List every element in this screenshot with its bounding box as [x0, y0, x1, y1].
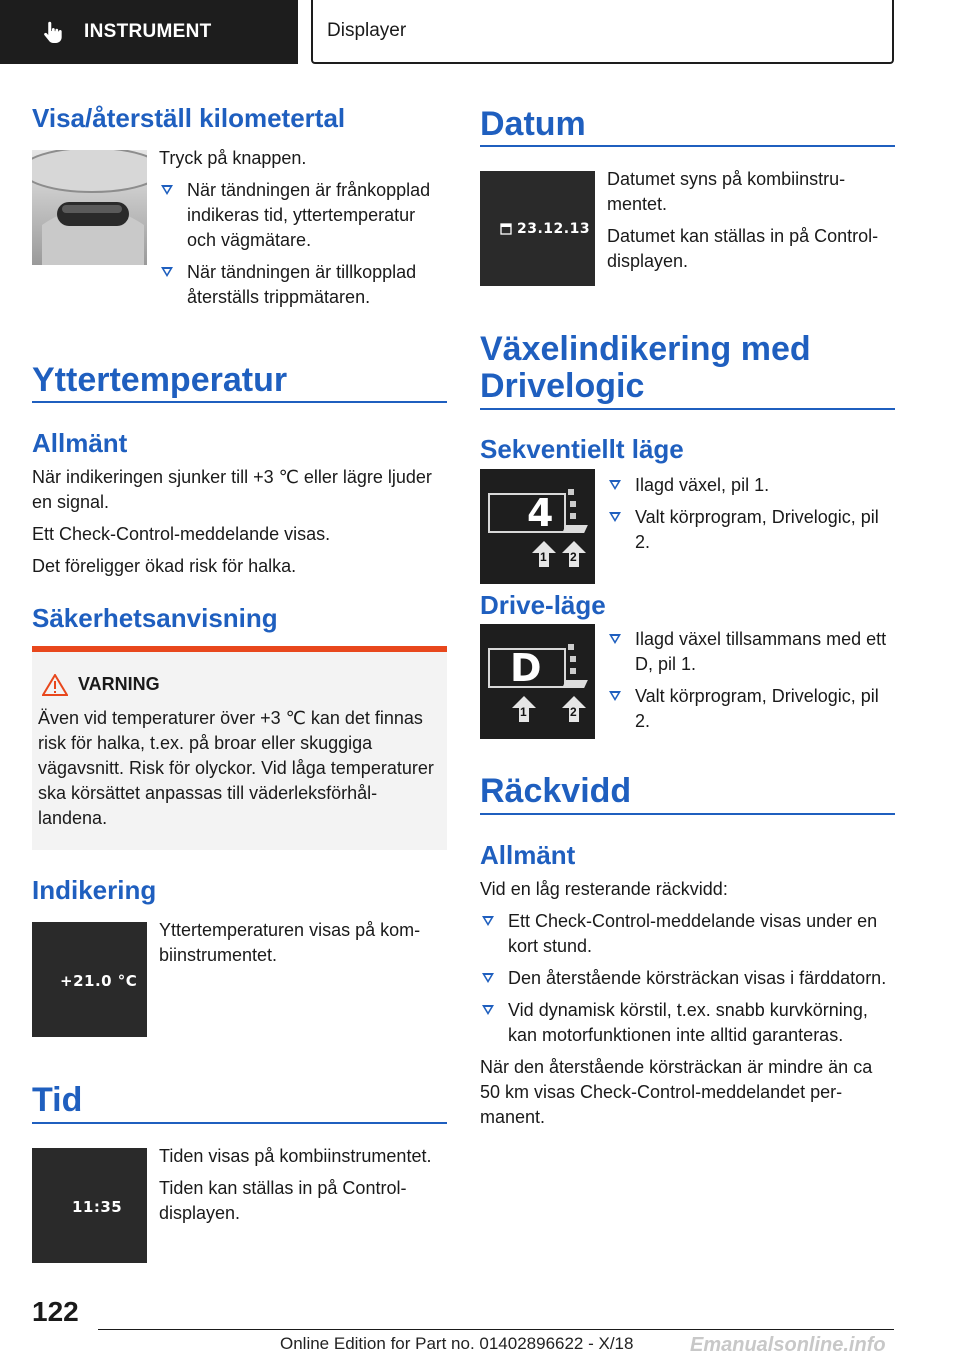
footer-divider — [98, 1329, 894, 1330]
indication-title: Indikering — [32, 875, 157, 905]
sequential-mode-title: Sekventiellt läge — [480, 434, 684, 464]
warning-bar — [32, 646, 447, 652]
section-tab[interactable] — [311, 0, 894, 64]
arrow-1-label: 1 — [540, 550, 547, 564]
warning-label: VARNING — [78, 674, 160, 694]
paragraph: Datumet syns på kombiinstrumentet. — [607, 169, 846, 214]
bullet-triangle-icon — [161, 267, 173, 277]
bar-segment — [570, 513, 576, 519]
chapter-tab[interactable] — [0, 0, 298, 64]
outside-temp-general-title: Allmänt — [32, 428, 128, 458]
bullet-triangle-icon — [609, 691, 621, 701]
list-item: Valt körprogram, Drivelogic, pil 2. — [607, 684, 897, 734]
list-item: När tändningen är frånkopplad indikeras tid, yttertemperatur och vägmätare. — [159, 178, 449, 253]
knob-illustration-icon — [32, 150, 147, 265]
bullet-triangle-icon — [482, 973, 494, 983]
paragraph: Tiden kan ställas in på Control-displayen. — [159, 1178, 407, 1223]
warning-box — [32, 646, 447, 850]
warning-text: Även vid temperaturer över +3 ℃ kan det finnas risk för halka, t.ex. på broar eller skuggiga vägavsnitt. Risk för olyckor. Vid låga temperaturer ska körsättet anpassas till väderleksförhållandena. — [38, 708, 434, 828]
program-bar — [562, 525, 588, 533]
bar-segment — [568, 489, 574, 495]
bullet-triangle-icon — [482, 1005, 494, 1015]
temperature-display-value: +21.0 °C — [60, 972, 138, 990]
bar-segment — [568, 644, 574, 650]
gear-digit: 4 — [527, 491, 554, 535]
drive-mode-title: Drive-läge — [480, 590, 606, 620]
odometer-title: Visa/återställ kilometertal — [32, 103, 346, 133]
gear-title: Växelindikering med Drivelogic — [480, 330, 811, 405]
gear-letter: D — [510, 646, 542, 690]
paragraph: När indikeringen sjunker till +3 ℃ eller lägre ljuder en signal. — [32, 467, 432, 512]
divider — [32, 401, 447, 403]
list-item: Ett Check-Control-meddelande visas under en kort stund. — [480, 909, 892, 959]
date-display-value: 23.12.13 — [517, 221, 591, 237]
bullet-triangle-icon — [161, 185, 173, 195]
paragraph: Yttertemperaturen visas på kombiinstrumentet. — [159, 920, 421, 965]
bar-segment — [570, 668, 576, 674]
arrow-1-label: 1 — [520, 705, 527, 719]
bullet-triangle-icon — [609, 480, 621, 490]
page-number: 122 — [32, 1296, 79, 1327]
odometer-intro: Tryck på knappen. — [159, 148, 307, 168]
list-item: Vid dynamisk körstil, t.ex. snabb kurvkörning, kan motorfunktionen inte alltid garanteras. — [480, 998, 892, 1048]
bullet-triangle-icon — [609, 634, 621, 644]
outside-temp-title: Yttertemperatur — [32, 361, 288, 399]
list-item: Den återstående körsträckan visas i färddatorn. — [480, 966, 892, 991]
time-title: Tid — [32, 1081, 83, 1119]
paragraph: Det föreligger ökad risk för halka. — [32, 556, 297, 576]
temperature-display-image — [32, 922, 147, 1037]
date-display-image — [480, 171, 595, 286]
arrow-2-label: 2 — [570, 550, 577, 564]
calendar-icon — [500, 222, 512, 235]
safety-title: Säkerhetsanvisning — [32, 603, 278, 633]
edition-text: Online Edition for Part no. 01402896622 - X/18 — [280, 1334, 634, 1353]
trip-reset-button-image — [32, 150, 147, 265]
bullet-triangle-icon — [609, 512, 621, 522]
bar-segment — [570, 501, 576, 507]
chapter-label: INSTRUMENT — [84, 21, 212, 42]
section-label: Displayer — [327, 20, 407, 41]
clock-display-value: 11:35 — [72, 1198, 123, 1216]
divider — [32, 1122, 447, 1124]
paragraph: Vid en låg resterande räckvidd: — [480, 879, 728, 899]
paragraph: Tiden visas på kombiinstrumentet. — [159, 1146, 432, 1166]
watermark: Emanualsonline.info — [690, 1334, 886, 1356]
bar-segment — [570, 656, 576, 662]
sequential-gear-display-image — [480, 469, 595, 584]
program-bar — [562, 680, 588, 688]
range-title: Räckvidd — [480, 772, 632, 810]
clock-display-image — [32, 1148, 147, 1263]
divider — [480, 145, 895, 147]
pointing-hand-icon — [40, 19, 66, 45]
paragraph: När den återstående körsträckan är mindre än ca 50 km visas Check-Control-meddelandet permanent. — [480, 1057, 873, 1127]
range-general-title: Allmänt — [480, 840, 576, 870]
arrow-2-label: 2 — [570, 705, 577, 719]
drive-gear-display-image — [480, 624, 595, 739]
divider — [480, 813, 895, 815]
list-item: Ilagd växel tillsammans med ett D, pil 1. — [607, 627, 897, 677]
divider — [480, 408, 895, 410]
paragraph: Datumet kan ställas in på Control-displayen. — [607, 226, 879, 271]
list-item: När tändningen är tillkopplad återställs trippmätaren. — [159, 260, 449, 310]
bullet-triangle-icon — [482, 916, 494, 926]
date-title: Datum — [480, 105, 586, 143]
list-item: Ilagd växel, pil 1. — [607, 473, 897, 498]
paragraph: Ett Check-Control-meddelande visas. — [32, 524, 331, 544]
warning-triangle-icon — [42, 674, 68, 696]
list-item: Valt körprogram, Drivelogic, pil 2. — [607, 505, 897, 555]
